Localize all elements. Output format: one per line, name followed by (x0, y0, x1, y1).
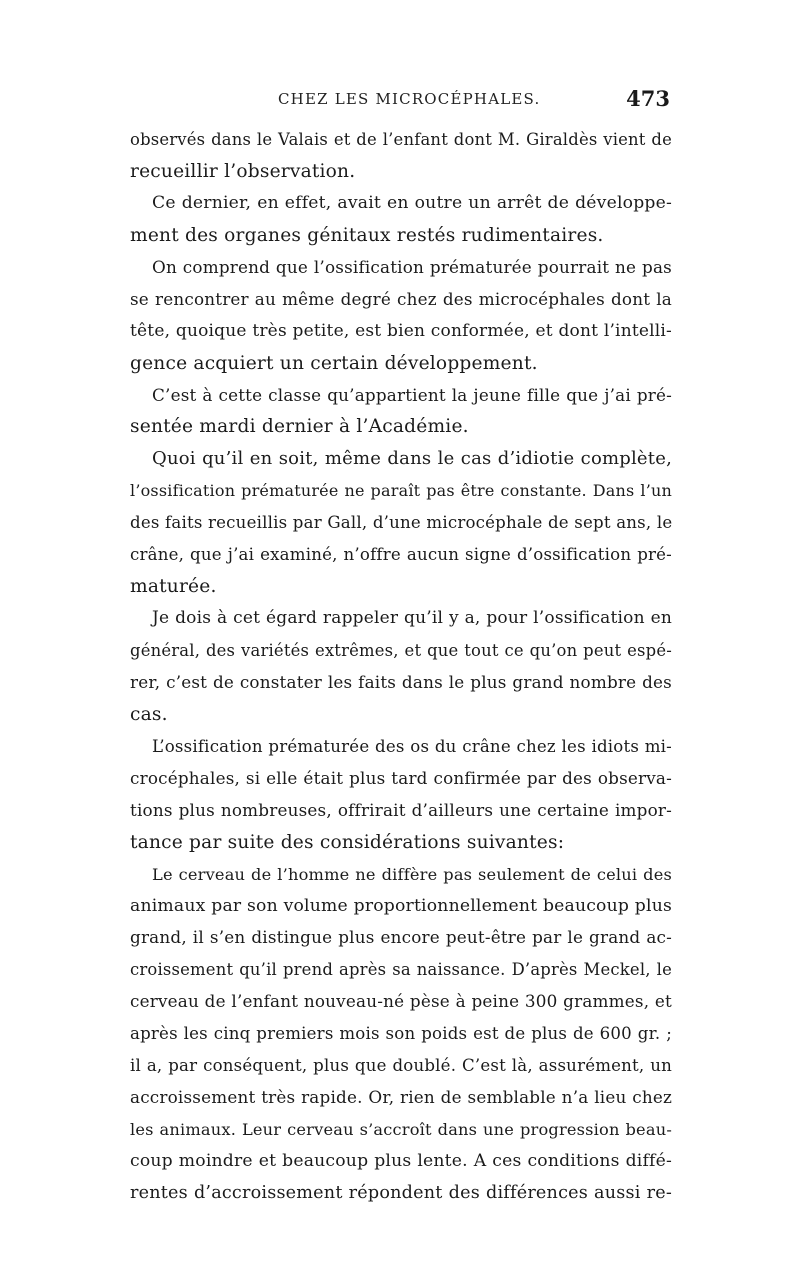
running-title: CHEZ LES MICROCÉPHALES. (278, 90, 541, 108)
text-line: général, des variétés extrêmes, et que tout ce qu’on peut espé- (130, 641, 672, 660)
text-line: les animaux. Leur cerveau s’accroît dans une progression beau- (130, 1120, 672, 1140)
text-line: observés dans le Valais et de l’enfant dont M. Giraldès vient de (130, 130, 672, 149)
text-line: crocéphales, si elle était plus tard confirmée par des observa- (130, 767, 672, 788)
text-line: croissement qu’il prend après sa naissance. D’après Meckel, le (130, 960, 672, 980)
text-line: l’ossification prématurée ne paraît pas être constante. Dans l’un (130, 481, 672, 501)
text-line: ment des organes génitaux restés rudimentaires. (130, 224, 604, 246)
page-number: 473 (626, 86, 670, 111)
text-line: tions plus nombreuses, offrirait d’ailleurs une certaine impor- (130, 799, 672, 820)
text-line: On comprend que l’ossification prématurée pourrait ne pas (152, 256, 672, 277)
text-line: tance par suite des considérations suivantes: (130, 831, 565, 853)
text-line: maturée. (130, 576, 217, 598)
text-line: crâne, que j’ai examiné, n’offre aucun signe d’ossification pré- (130, 545, 672, 565)
text-line: cas. (130, 703, 168, 725)
text-line: rer, c’est de constater les faits dans le plus grand nombre des (130, 671, 672, 692)
text-line: Quoi qu’il en soit, même dans le cas d’idiotie complète, (152, 448, 672, 470)
text-line: animaux par son volume proportionnellement beaucoup plus (130, 895, 672, 916)
text-line: recueillir l’observation. (130, 160, 356, 182)
text-line: se rencontrer au même degré chez des microcéphales dont la (130, 288, 672, 309)
text-line: accroissement très rapide. Or, rien de semblable n’a lieu chez (130, 1087, 672, 1108)
text-line: C’est à cette classe qu’appartient la jeune fille que j’ai pré- (152, 384, 672, 405)
text-line: il a, par conséquent, plus que doublé. C’est là, assurément, un (130, 1056, 672, 1076)
text-line: rentes d’accroissement répondent des différences aussi re- (130, 1182, 672, 1203)
text-line: sentée mardi dernier à l’Académie. (130, 416, 469, 438)
body-text (130, 124, 672, 1210)
text-line: tête, quoique très petite, est bien conformée, et dont l’intelli- (130, 320, 672, 341)
text-line: après les cinq premiers mois son poids est de plus de 600 gr. ; (130, 1024, 672, 1044)
text-line: L’ossification prématurée des os du crâne chez les idiots mi- (152, 736, 672, 756)
text-line: des faits recueillis par Gall, d’une microcéphale de sept ans, le (130, 513, 673, 533)
text-line: grand, il s’en distingue plus encore peut-être par le grand ac- (130, 927, 672, 948)
text-line: Le cerveau de l’homme ne diffère pas seulement de celui des (152, 864, 672, 884)
running-head (130, 88, 670, 118)
text-line: cerveau de l’enfant nouveau-né pèse à peine 300 grammes, et (130, 991, 672, 1012)
text-line: coup moindre et beaucoup plus lente. A ces conditions diffé- (130, 1151, 672, 1171)
text-line: Ce dernier, en effet, avait en outre un arrêt de développe- (152, 192, 672, 213)
text-line: gence acquiert un certain développement. (130, 352, 538, 374)
text-line: Je dois à cet égard rappeler qu’il y a, pour l’ossification en (152, 608, 672, 629)
